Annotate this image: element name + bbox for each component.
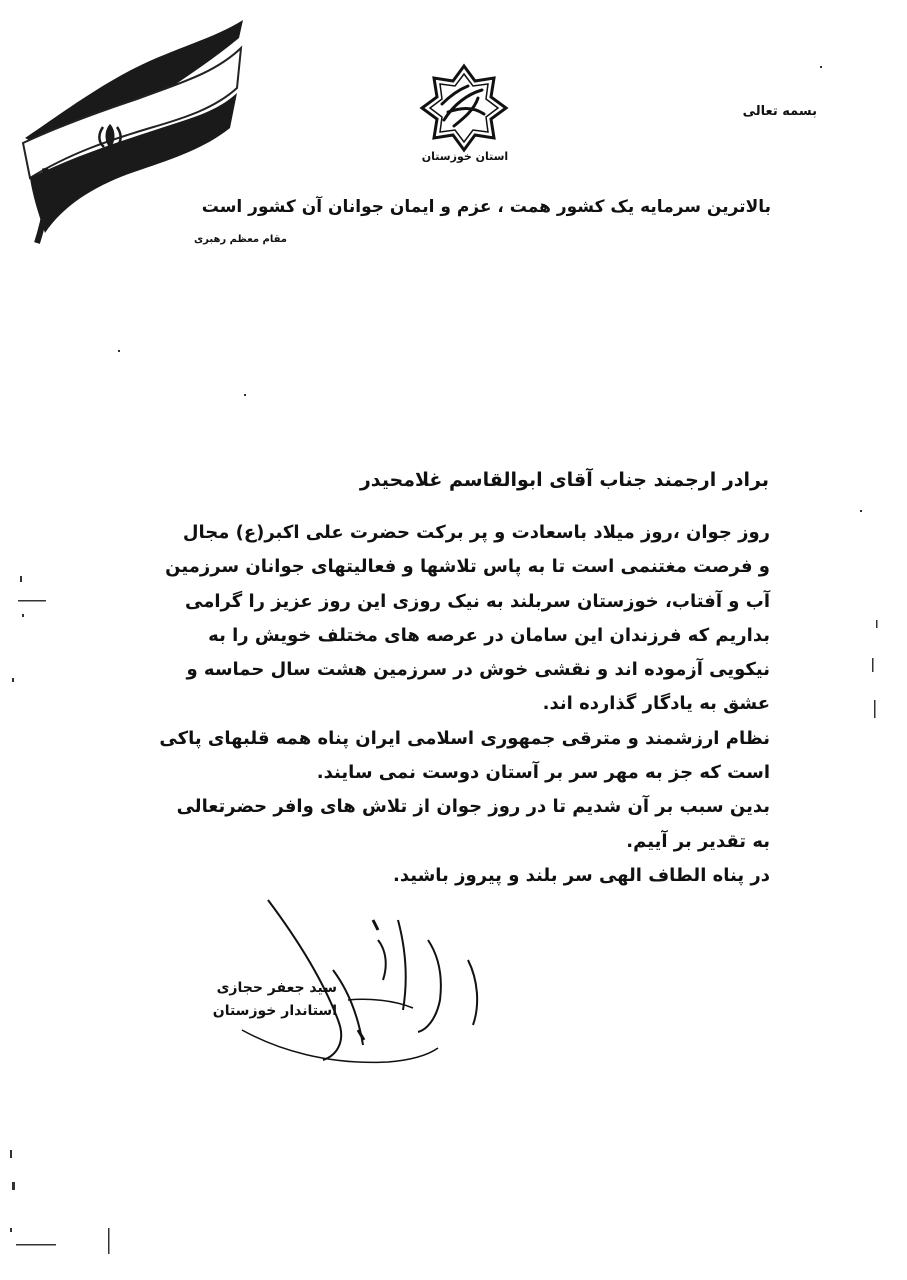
letter-body-line: است که جز به مهر سر بر آستان دوست نمی سایند. (316, 762, 770, 784)
letter-body-line: به تقدیر بر آییم. (626, 830, 770, 852)
letter-body-line: و فرصت مغتنمی است تا به پاس تلاشها و فعالیتهای جوانان سرزمین (165, 556, 770, 578)
letter-body-line: در پناه الطاف الهی سر بلند و پیروز باشید. (393, 864, 770, 886)
letter-body-line: آب و آفتاب، خوزستان سربلند به نیک روزی این روز عزیز را گرامی (184, 590, 770, 612)
letter-body-line: نظام ارزشمند و مترقی جمهوری اسلامی ایران پناه همه قلبهای پاکی (159, 727, 770, 749)
motto-quote: بالاترین سرمایه یک کشور همت ، عزم و ایمان جوانان آن کشور است (201, 197, 771, 217)
basmala-heading: بسمه تعالی (742, 104, 817, 119)
letter-body-line: بداریم که فرزندان این سامان در عرصه های مختلف خویش را به (208, 624, 770, 646)
letter-body-line: روز جوان ،روز میلاد باسعادت و پر برکت حضرت علی اکبر(ع) مجال (182, 522, 770, 543)
letter-body-line: نیکویی آزموده اند و نقشی خوش در سرزمین هشت سال حماسه و (186, 659, 770, 681)
signatory-title: استاندار خوزستان (212, 1003, 337, 1019)
letter-salutation: برادر ارجمند جناب آقای ابوالقاسم غلامحیدر (359, 469, 769, 491)
letter-body-line: بدین سبب بر آن شدیم تا در روز جوان از تلاش های وافر حضرتعالی (176, 796, 770, 818)
logo-caption: استان خوزستان (421, 150, 509, 163)
signatory-name: سید جعفر حجازی (216, 980, 337, 996)
motto-attribution: مقام معظم رهبری (193, 234, 287, 245)
letter-body-line: عشق به یادگار گذارده اند. (542, 693, 770, 715)
